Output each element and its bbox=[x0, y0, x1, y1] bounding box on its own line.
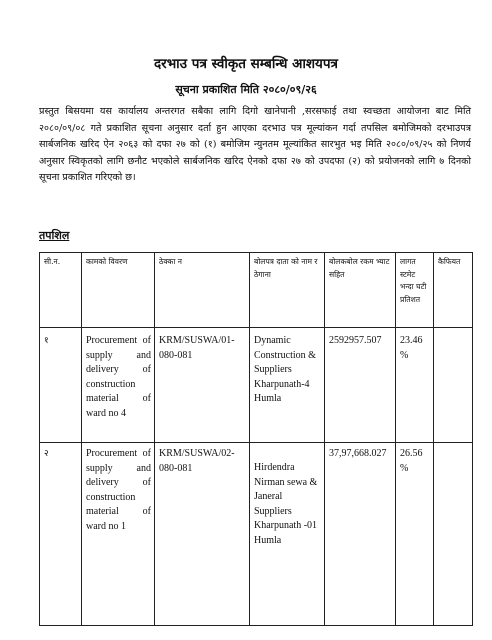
header-bid-amount: बोलकबोल रकम भ्याट सहित bbox=[325, 253, 396, 328]
publication-date: सूचना प्रकाशित मिति २०८०/०९/२६ bbox=[175, 83, 317, 96]
cell-remarks bbox=[434, 328, 473, 443]
document-title: दरभाउ पत्र स्वीकृत सम्बन्धि आशयपत्र bbox=[154, 56, 338, 72]
header-contract-number: ठेक्का न bbox=[155, 253, 250, 328]
cell-bidder-wrapper bbox=[250, 443, 325, 626]
table-header-row bbox=[40, 253, 473, 328]
header-cost-percentage: लागत स्टमेट भन्दा घटी प्रतिशत bbox=[396, 253, 434, 328]
notice-paragraph: प्रस्तुत बिसयमा यस कार्यालय अन्तरगत सबैका लागि दिगो खानेपानी ,सरसफाई तथा स्वच्छता आयोजना बाट मिति २०८०/०९/०८ गते प्रकाशित सूचना अनुसार दर्ता हुन आएका दरभाउ पत्र मूल्यांकन गर्दा तपसिल बमोजिमको दरभाउपत्र सार्बजनिक खरिद ऐन २०६३ को दफा २७ को (१) बमोजिम न्युनतम मूल्यांकित सारभुत भइ मिति २०८०/०९/२५ को निणर्य अनुसार स्विकृतको लागि छनौट भएकोले सार्बजनिक खरिद ऐनको दफा २७ को उपदफा (२) को प्रयोजनको लागि ७ दिनको सूचना प्रकाशित गरिएको छ। bbox=[39, 106, 471, 184]
header-work-description: कामको विवरण bbox=[82, 253, 155, 328]
cell-serial: १ bbox=[40, 328, 82, 443]
cell-bidder: Hirdendra Nirman sewa & Janeral Suppliers Kharpunath -01 Humla bbox=[254, 462, 318, 546]
cell-cost-percentage: 23.46 % bbox=[396, 328, 434, 443]
details-table bbox=[39, 252, 473, 626]
cell-bid-amount: 2592957.507 bbox=[325, 328, 396, 443]
cell-serial: २ bbox=[40, 443, 82, 626]
cell-remarks bbox=[434, 443, 473, 626]
header-bidder: बोलपत्र दाता को नाम र ठेगाना bbox=[250, 253, 325, 328]
cell-cost-percentage: 26.56 % bbox=[396, 443, 434, 626]
table-row bbox=[40, 328, 473, 443]
header-remarks: कैफियत bbox=[434, 253, 473, 328]
table-row bbox=[40, 443, 473, 626]
cell-contract-number: KRM/SUSWA/02-080-081 bbox=[155, 443, 250, 626]
header-serial: सी.न. bbox=[40, 253, 82, 328]
section-heading: तपशिल bbox=[39, 229, 70, 242]
cell-work-description: Procurement of supply and delivery of construction material of ward no 4 bbox=[82, 328, 155, 443]
cell-bid-amount: 37,97,668.027 bbox=[325, 443, 396, 626]
cell-work-description: Procurement of supply and delivery of construction material of ward no 1 bbox=[82, 443, 155, 626]
cell-contract-number: KRM/SUSWA/01-080-081 bbox=[155, 328, 250, 443]
cell-bidder: Dynamic Construction & Suppliers Kharpunath-4 Humla bbox=[250, 328, 325, 443]
